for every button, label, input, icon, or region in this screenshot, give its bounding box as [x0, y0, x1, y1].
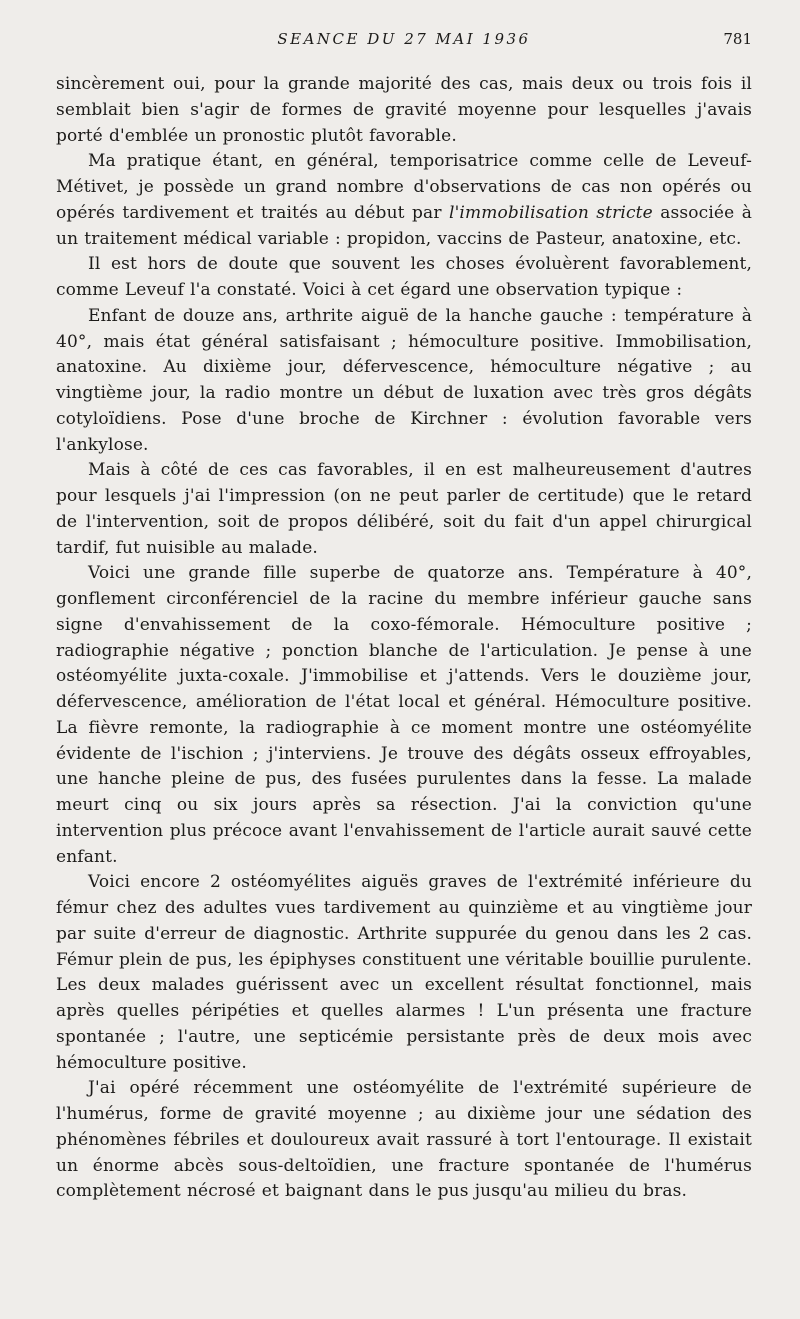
page-number: 781: [723, 30, 752, 48]
paragraph-3: Il est hors de doute que souvent les choses évoluèrent favorablement, comme Leveuf l'a constaté. Voici à cet égard une observation typique :: [56, 254, 752, 300]
paragraph-1: sincèrement oui, pour la grande majorité des cas, mais deux ou trois fois il semblait bien s'agir de formes de gravité moyenne pour lesquelles j'avais porté d'emblée un pronostic plutôt favorable.: [56, 74, 752, 146]
page-header: [56, 30, 752, 54]
paragraph-4: Enfant de douze ans, arthrite aiguë de la hanche gauche : température à 40°, mais état général satisfaisant ; hémoculture positive. Immobilisation, anatoxine. Au dixième jour, défervescence, hémoculture négative ; au vingtième jour, la radio montre un début de luxation avec très gros dégâts cotyloïdiens. Pose d'une broche de Kirchner : évolution favorable vers l'ankylose.: [56, 305, 752, 455]
body-text: [56, 72, 752, 1205]
paragraph-5: Mais à côté de ces cas favorables, il en est malheureusement d'autres pour lesquels j'ai l'impression (on ne peut parler de certitude) que le retard de l'intervention, soit de propos délibéré, soit du fait d'un appel chirurgical tardif, fut nuisible au malade.: [56, 460, 752, 558]
paragraph-2-text-after: associée à un traitement médical variable : propidon, vaccins de Pasteur, anatoxine, etc.: [56, 202, 752, 249]
paragraph-6: Voici une grande fille superbe de quatorze ans. Température à 40°, gonflement circonférenciel de la racine du membre inférieur gauche sans signe d'envahissement de la coxo-fémorale. Hémoculture positive ; radiographie négative ; ponction blanche de l'articulation. Je pense à une ostéomyélite juxta-coxale. J'immobilise et j'attends. Vers le douzième jour, défervescence, amélioration de l'état local et général. Hémoculture positive. La fièvre remonte, la radiographie à ce moment montre une ostéomyélite évidente de l'ischion ; j'interviens. Je trouve des dégâts osseux effroyables, une hanche pleine de pus, des fusées purulentes dans la fesse. La malade meurt cinq ou six jours après sa résection. J'ai la conviction qu'une intervention plus précoce avant l'envahissement de l'article aurait sauvé cette enfant.: [56, 563, 752, 867]
paragraph-2-emphasis: l'immobilisation stricte: [448, 202, 653, 223]
paragraph-7: Voici encore 2 ostéomyélites aiguës graves de l'extrémité inférieure du fémur chez des adultes vues tardivement au quinzième et au vingtième jour par suite d'erreur de diagnostic. Arthrite suppurée du genou dans les 2 cas. Fémur plein de pus, les épiphyses constituent une véritable bouillie purulente. Les deux malades guérissent avec un excellent résultat fonctionnel, mais après quelles péripéties et quelles alarmes ! L'un présenta une fracture spontanée ; l'autre, une septicémie persistante près de deux mois avec hémoculture positive.: [56, 872, 752, 1073]
paragraph-2-text-before: Ma pratique étant, en général, temporisatrice comme celle de Leveuf-Métivet, je possède un grand nombre d'observations de cas non opérés ou opérés tardivement et traités au début par: [56, 151, 752, 223]
paragraph-8: J'ai opéré récemment une ostéomyélite de l'extrémité supérieure de l'humérus, forme de gravité moyenne ; au dixième jour une sédation des phénomènes fébriles et douloureux avait rassuré à tort l'entourage. Il existait un énorme abcès sous-deltoïdien, une fracture spontanée de l'humérus complètement nécrosé et baignant dans le pus jusqu'au milieu du bras.: [56, 1078, 752, 1202]
running-title: SEANCE DU 27 MAI 1936: [277, 30, 531, 48]
paragraph-2: [56, 149, 752, 252]
